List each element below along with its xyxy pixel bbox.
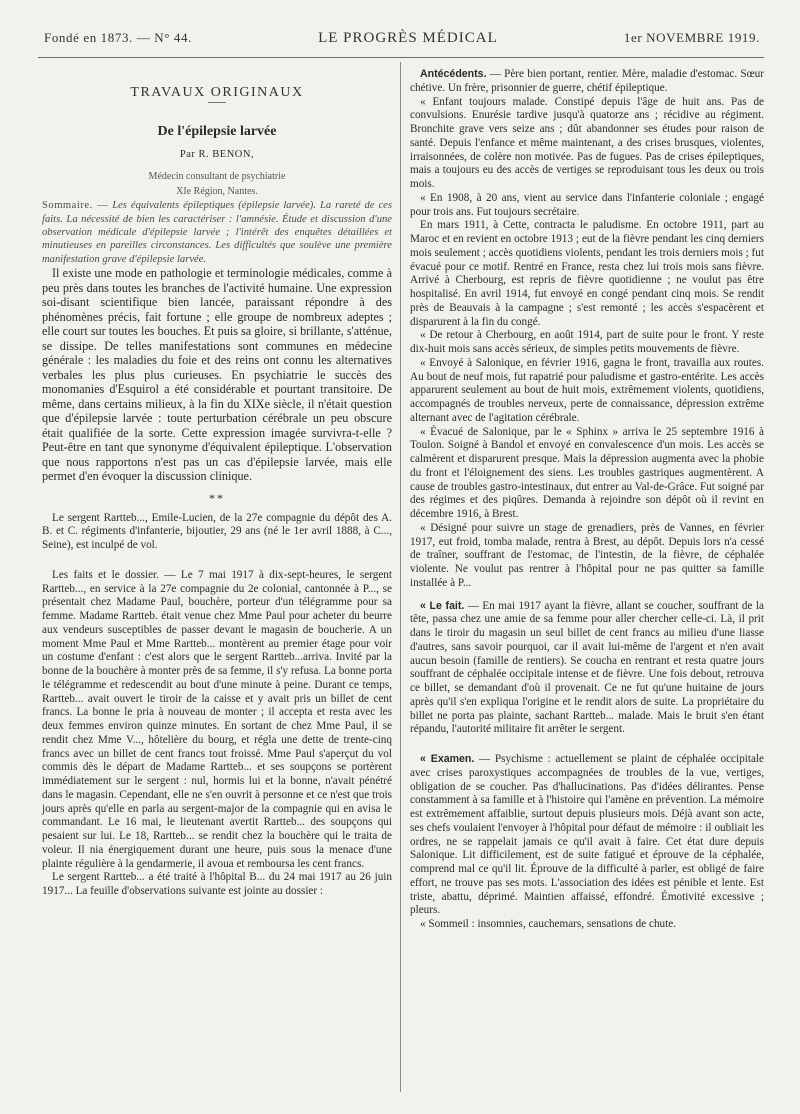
paragraph-evacue: « Évacué de Salonique, par le « Sphinx » arriva le 25 septembre 1916 à Toulon. Soigné à Bandol et envoyé en convalescence d'un mois. Les accès se calmèrent et disparurent presque. Mais la dépression augmenta avec la phobie du front et l'éloignement des siens. Les troubles gastriques augmentèrent. A cause de troubles gastro-intestinaux, dut entrer au Val-de-Grâce. Fut soigné par des régimes et des piqûres. Demanda à rejoindre son dépôt où il revint en décembre 1916, à Brest. bbox=[410, 425, 764, 520]
left-column bbox=[42, 68, 392, 899]
antecedents-text: — Père bien portant, rentier. Mère, maladie d'estomac. Sœur chétive. Un frère, prisonnier de guerre, chétif épileptique. bbox=[410, 68, 764, 94]
paragraph-1908: « En 1908, à 20 ans, vient au service dans l'infanterie coloniale ; engagé pour trois ans. Fut toujours secrétaire. bbox=[410, 191, 764, 218]
paragraph-cherbourg: « De retour à Cherbourg, en août 1914, part de suite pour le front. Y reste dix-huit mois sans accès sérieux, de simples petits mouvements de fièvre. bbox=[410, 329, 764, 355]
section-title: TRAVAUX ORIGINAUX bbox=[130, 85, 304, 100]
intro-paragraph: Il existe une mode en pathologie et terminologie médicales, comme à peu près dans toutes les branches de l'activité humaine. Une expression soi-disant scientifique bien lancée, paraissant répondre à des phénomènes précis, fait fortune ; elle groupe de nombreux adeptes ; elle court sur toutes les bouches. Et puis sa gloire, si brillante, s'atténue, se dissipe. De telles manifestations sont communes en médecine générale : les maladies du foie et des reins ont connu les alternatives verbales les plus plus curieuses. En psychiatrie le succès des monomanies d'Esquirol a été considérable et pourtant transitoire. De même, dans certains milieux, à la fin du XIXe siècle, il n'était question que d'épilepsie larvée : toute perturbation cérébrale un peu obscure était qualifiée de la sorte. Cette expression imagée survivra-t-elle ? Peut-être en tant que synonyme d'équivalent épileptique. L'observation que nous rapportons n'est pas un cas d'épilepsie larvée, mais elle permet d'en évoquer la discussion clinique. bbox=[42, 266, 392, 484]
journal-title: LE PROGRÈS MÉDICAL bbox=[318, 30, 498, 46]
section-rule bbox=[208, 102, 226, 103]
paragraph-1911: En mars 1911, à Cette, contracta le paludisme. En octobre 1911, part au Maroc et en revient en octobre 1913 ; eut de la fièvre pendant les cinq derniers mois seulement ; accès quotidiens violents, pendant les trois derniers mois ; fut évacué pour ce motif. Rentré en France, resta chez lui trois mois sans fièvre. Arrivé à Cherbourg, est repris de fièvre quotidienne ; ne voulut pas être hospitalisé. En avril 1914, fut envoyé en congé pendant cinq mois. Se rendit près de Beauvais à la campagne ; s'est remonté ; les accès s'espacèrent et disparurent à la fin du congé. bbox=[410, 219, 764, 328]
summary bbox=[42, 199, 392, 266]
facts-paragraph: Les faits et le dossier. — Le 7 mai 1917 à dix-sept-heures, le sergent Rartteb..., en service à la 27e compagnie du 2e colonial, cantonnée à P..., se présentait chez Madame Paul, bouchère, porteur d'un télégramme pour sa femme. Madame Rartteb. était venue chez Mme Paul pour acheter du beurre aux vendeurs susceptibles de passer devant le magasin de boucherie. A un moment Mme Paul et Mme Rartteb... montèrent au premier étage pour voir un costume d'enfant : c'est alors que le sergent Rartteb...arriva. Invité par la bonne de la bouchère à monter près de sa femme, il s'y refusa. La bonne porta le télégramme et redescendit au bout d'une minute à peine. Durant ce temps, Rartteb... avait ouvert le tiroir de la caisse et y avait pris un billet de cent francs. La bonne le pria à nouveau de monter ; il accepta et resta avec les deux femmes environ quinze minutes. En sortant de chez Mme Paul, il se rendit chez Mme V..., hôtelière du bourg, et régla une dette de trente-cinq francs avec un billet de cent francs tout froissé. Mme Paul s'aperçut du vol commis dès le départ de Madame Rartteb... et ses soupçons se portèrent immédiatement sur le sergent : nul, hormis lui et la bonne, n'avait pénétré dans le magasin. Cependant, elle ne s'en ouvrit à personne et ce n'est que trois jours après qu'elle en parla au sergent-major de la compagnie qui en avisa le commandant. Le 16 mai, le lieutenant avertit Rartteb... des soupçons qui pesaient sur lui. Le 18, Rartteb... se rendit chez la bouchère qui le traita de voleur. Il nia énergiquement durant une heure, puis sous la menace d'une plainte régulière à la gendarmerie, il avoua et remboursa les cent francs. bbox=[42, 568, 392, 870]
paragraph-salonique: « Envoyé à Salonique, en février 1916, gagna le front, travailla aux routes. Au bout de neuf mois, fut rapatrié pour paludisme et gastro-entérite. Les accès apparurent seulement au bout de huit mois, extrêmement violents, quotidiens, accompagnés de troubles nerveux, perte de connaissance, dépression extrême alternant avec de l'agitation cérébrale. bbox=[410, 356, 764, 424]
fait-lead: « Le fait. bbox=[420, 599, 465, 612]
antecedents-lead: Antécédents. bbox=[420, 68, 487, 80]
separator-stars: ** bbox=[209, 490, 225, 505]
summary-text: Les équivalents épileptiques (épilepsie larvée). La rareté de ces faits. La nécessité de bien les caractériser : l'amnésie. Étude et discussion d'une observation médicale d'épilepsie larvée ; l'intérêt des enquêtes détaillées et minutieuses en pareilles circonstances. Les difficultés que soulève une première manifestation grave d'épilepsie larvée. bbox=[42, 200, 393, 265]
examen-text: — Psychisme : actuellement se plaint de céphalée occipitale avec crises paroxystiques accompagnées de troubles de la vue, vertiges, obligation de se coucher. Pas d'hallucinations. Pas d'idées délirantes. Pense constamment à sa famille et à l'histoire qui l'amène en prévention. La mémoire est extrêmement affaiblie, surtout depuis plusieurs mois. Déjà avant son acte, ses chefs voulaient l'envoyer à l'hôpital pour défaut de mémoire : il oubliait les ordres, ne se rappelait jamais ce qu'il avait à faire. Cet état dure depuis Salonique. Lit difficilement, est de suite fatigué et éprouve de la céphalée, comprend mal ce qu'il lit. Éprouve de la difficulté à parler, est obligé de faire effort, ne trouve pas ses mots. L'association des idées est pénible et lente. Est triste, abattu, déprimé. Maintien affaissé, effondré. Émotivité excessive ; pleurs. bbox=[410, 753, 764, 917]
header-rule bbox=[38, 57, 764, 58]
closing-paragraph: Le sergent Rartteb... a été traité à l'hôpital B... du 24 mai 1917 au 26 juin 1917... La feuille d'observations suivante est jointe au dossier : bbox=[42, 871, 392, 898]
antecedents-paragraph bbox=[410, 68, 764, 96]
byline: Par R. BENON, bbox=[179, 148, 255, 160]
fait-paragraph bbox=[410, 600, 764, 738]
summary-lead: Sommaire. — bbox=[42, 200, 109, 212]
paragraph-sommeil: « Sommeil : insomnies, cauchemars, sensations de chute. bbox=[420, 918, 677, 930]
examen-paragraph bbox=[410, 753, 764, 918]
running-head bbox=[44, 30, 760, 54]
affiliation-line-1: Médecin consultant de psychiatrie bbox=[148, 171, 286, 183]
article-title: De l'épilepsie larvée bbox=[157, 123, 277, 139]
examen-lead: « Examen. bbox=[420, 753, 475, 765]
column-divider bbox=[400, 62, 401, 1092]
founded-issue: Fondé en 1873. — N° 44. bbox=[44, 30, 192, 45]
case-intro: Le sergent Rartteb..., Emile-Lucien, de la 27e compagnie du dépôt des A. B. et C. régiments d'infanterie, bijoutier, 29 ans (né le 1er avril 1888, à C..., Seine), est inculpé de vol. bbox=[42, 511, 392, 552]
fait-text: — En mai 1917 ayant la fièvre, allant se coucher, souffrant de la tête, passa chez une amie de sa femme pour aller chercher celle-ci. Là, il prit dans le tiroir du magasin un seul billet de cent francs au milieu d'une liasse d'autres, sans savoir pourquoi, car il avait lui-même de l'argent et n'en avait aucun besoin (famille de rentiers). Se coucha en rentrant et resta quatre jours souffrant de céphalée occipitale intense et de fièvre. Une fois debout, retrouva ce billet, se demandant d'où il provenait. Ce ne fut qu'une huitaine de jours après qu'il s'en expliqua l'origine et le rendit alors de suite. La propriétaire du billet ne porta pas plainte, sachant Rartteb... malade. Mais le bruit s'en étant répandu, l'autorité militaire fit arrêter le sergent. bbox=[410, 599, 764, 736]
issue-date: 1er NOVEMBRE 1919. bbox=[623, 30, 760, 45]
right-column bbox=[410, 68, 764, 932]
paragraph-designe: « Désigné pour suivre un stage de grenadiers, près de Vannes, en février 1917, eut froid, tomba malade, rentra à Brest, au dépôt. Depuis lors n'a cessé de traîner, souffrant de l'estomac, de l'intestin, de la fièvre, de céphalée violente. Ne voulut pas rentrer à l'hôpital pour ne pas quitter sa famille installée à P... bbox=[410, 521, 764, 589]
paragraph-enfant: « Enfant toujours malade. Constipé depuis l'âge de huit ans. Pas de convulsions. Enurésie tardive jusqu'à quatorze ans ; récidive au régiment. Bronchite grave vers seize ans ; dût abandonner ses études pour raison de santé. Depuis l'enfance et même maintenant, a des crises brusques, violentes, irraisonnées, de colère non motivée. Pas de fugues. Pas de crises épileptiques, mais a toujours eu des accès de vertiges se reproduisant tous les deux ou trois mois. bbox=[410, 95, 764, 190]
affiliation-line-2: XIe Région, Nantes. bbox=[176, 186, 258, 198]
